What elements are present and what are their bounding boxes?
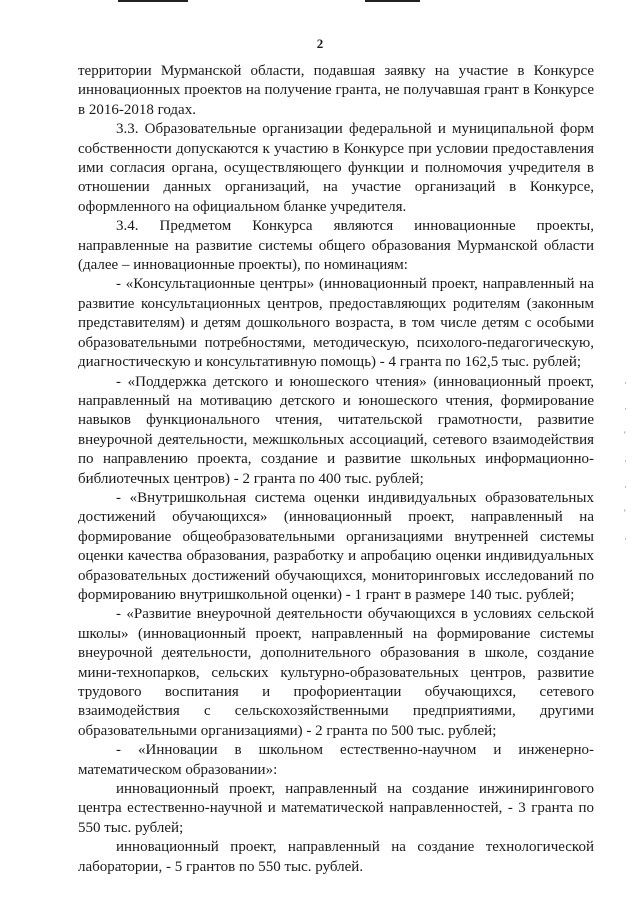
nomination-consulting-centers: - «Консультационные центры» (инновационный проект, направленный на развитие консультационных центров, предоставляющих родителям (законным представителям) и детям дошкольного возраста, в том числе детям с особыми образовательными потребностями, методическую, психолого-педагогическую, диагностическую и консультативную помощь) - 4 гранта по 162,5 тыс. рублей; <box>78 276 594 371</box>
paragraph-3-4: 3.4. Предметом Конкурса являются инновационные проекты, направленные на развитие системы общего образования Мурманской области (далее – инновационные проекты), по номинациям: <box>78 218 594 274</box>
paragraph-continuation: территории Мурманской области, подавшая заявку на участие в Конкурсе инновационных проектов на получение гранта, не получавшая грант в Конкурсе в 2016-2018 годах. <box>78 63 594 118</box>
body-text <box>78 62 594 877</box>
scan-edge-mark <box>118 0 188 2</box>
paragraph-3-3: 3.3. Образовательные организации федеральной и муниципальной форм собственности допускаются к участию в Конкурсе при условии предоставления ими согласия органа, осуществляющего функции и полномочия учредителя в отношении данных организаций, на участие организаций в Конкурсе, оформленного на официальном бланке учредителя. <box>78 121 594 215</box>
scan-edge-mark <box>365 0 420 2</box>
stem-technology-lab: инновационный проект, направленный на создание технологической лаборатории, - 5 грантов по 550 тыс. рублей. <box>78 839 594 875</box>
scan-margin-specks: · · ' · · ' · <box>624 378 627 544</box>
nomination-reading-support: - «Поддержка детского и юношеского чтения» (инновационный проект, направленный на мотивацию детского и юношеского чтения, формирование навыков функционального чтения, читательской грамотности, развитие внеурочной деятельности, межшкольных ассоциаций, сетевого взаимодействия по направлению проекта, создание и развитие школьных информационно-библиотечных центров) - 2 гранта по 400 тыс. рублей; <box>78 373 594 487</box>
nomination-rural-school: - «Развитие внеурочной деятельности обучающихся в условиях сельской школы» (инновационный проект, направленный на формирование системы внеурочной деятельности, дополнительного образования в школе, создание мини-технопарков, сельских культурно-образовательных центров, развитие трудового воспитания и профориентации обучающихся, сетевого взаимодействия с сельскохозяйственными предприятиями, другими образовательными организациями) - 2 гранта по 500 тыс. рублей; <box>78 606 594 739</box>
stem-engineering-center: инновационный проект, направленный на создание инжинирингового центра естественно-научной и математической направленностей, - 3 гранта по 550 тыс. рублей; <box>78 781 594 836</box>
page-number: 2 <box>316 36 324 51</box>
nomination-stem-education: - «Инновации в школьном естественно-научном и инженерно-математическом образовании»: <box>78 742 594 778</box>
nomination-assessment-system: - «Внутришкольная система оценки индивидуальных образовательных достижений обучающихся» (инновационный проект, направленный на формирование общеобразовательными организациями внутренней системы оценки качества образования, разработку и апробацию оценки индивидуальных образовательных достижений обучающихся, мониторинговых исследований по формированию внутришкольной оценки) - 1 грант в размере 140 тыс. рублей; <box>78 489 594 603</box>
